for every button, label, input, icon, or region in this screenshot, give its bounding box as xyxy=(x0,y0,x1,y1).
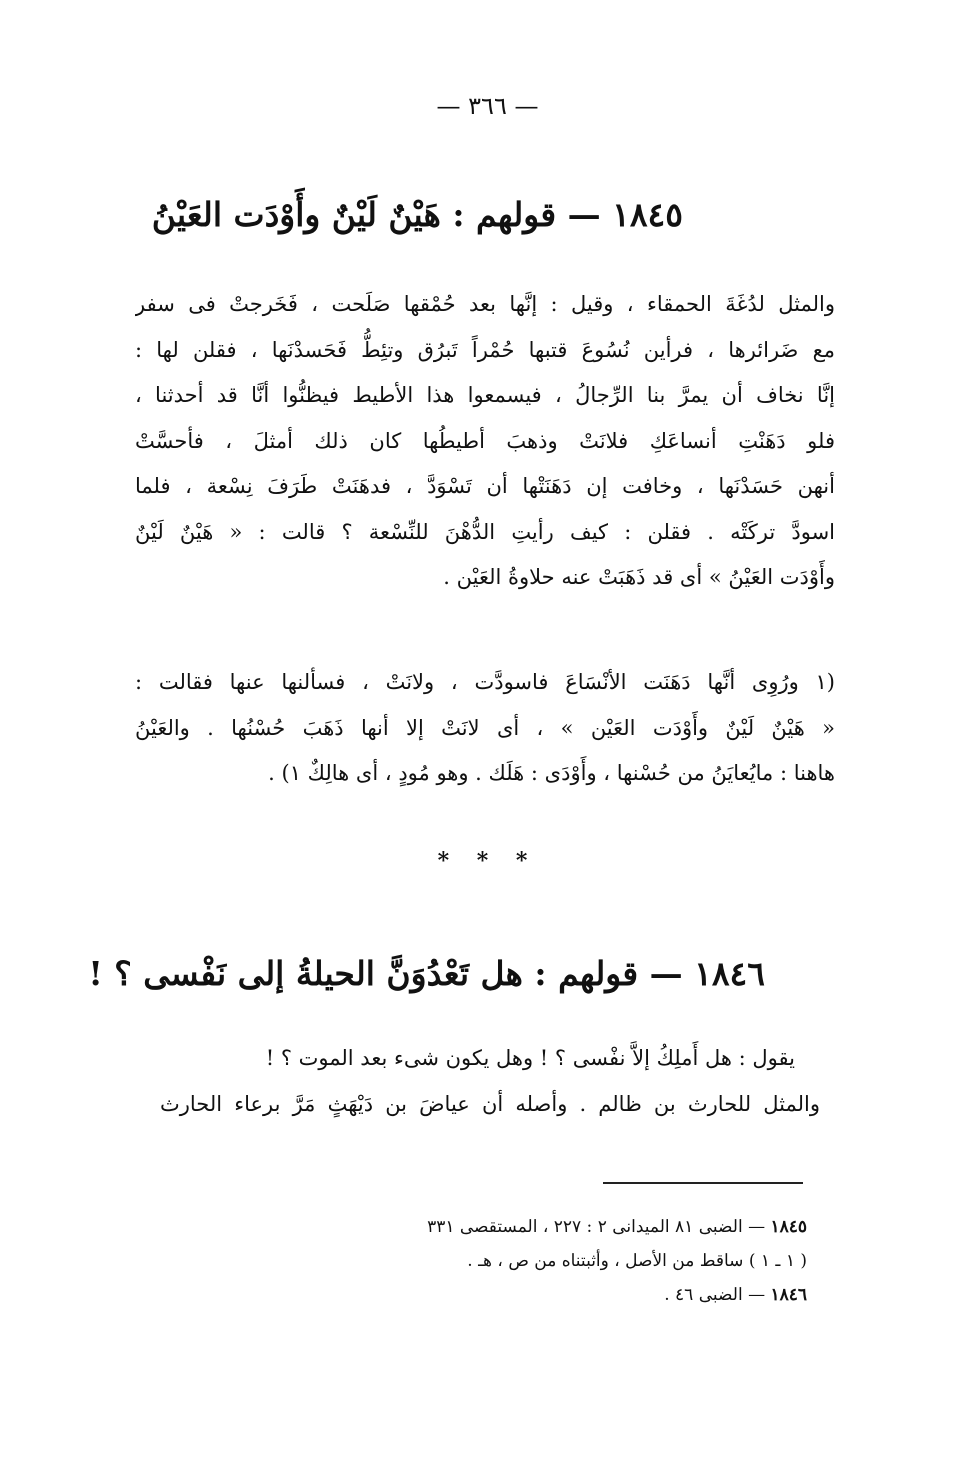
text-line: فلو دَهَنْتِ أنساعَكِ فلانَتْ وذهبَ أطيطُها كان ذلك أمثلَ ، فأحسَّتْ xyxy=(135,428,835,453)
section-1846-title: ١٨٤٦ — قولهم : هل تَعْدُوَنَّ الحيلةُ إلى نَفْسى ؟ ! xyxy=(88,954,765,993)
text-line: والمثل لدُغَةَ الحمقاء ، وقيل : إنَّها بعد حُمْقها صَلَحت ، فَخَرجتْ فى سفر xyxy=(135,292,835,316)
variant-paragraph xyxy=(135,660,835,797)
footnote-number: ١٨٤٥ xyxy=(770,1217,807,1237)
text-line: مع ضَرائرها ، فرأين نُسُوعَ قتبها حُمْراً تَبرُق وتئِطُّ فَحَسدْنَها ، فقلن لها : xyxy=(135,337,835,362)
footnote-divider xyxy=(603,1182,803,1184)
section-1845-title: ١٨٤٥ — قولهم : هَيْنٌ لَيْنٌ وأَوْدَت العَيْنُ xyxy=(151,195,683,234)
text-line: « هَيْنٌ لَيْنٌ وأَوْدَت العَيْن » ، أى لانَتْ إلا أنها ذَهَبَ حُسْنُها . والعَيْنُ xyxy=(135,715,835,740)
footnote-text: — الضبى ٨١ الميدانى ٢ : ٢٢٧ ، المستقصى ٣٣١ xyxy=(427,1217,771,1237)
footnote xyxy=(127,1278,807,1312)
text-line: وأَوْدَت العَيْنُ » أى قد ذَهَبَتْ عنه حلاوةُ العَيْن . xyxy=(443,565,835,589)
text-line: اسودَّ تركَتْه . فقلن : كيف رأيتِ الدُّهْنَ للنِّسْعة ؟ قالت : « هَيْنٌ لَيْنٌ xyxy=(135,519,835,544)
text-line: هاهنا : مايُعايَنُ من حُسْنها ، وأَوْدَى : هَلَك . وهو مُودٍ ، أى هالِكٌ ١) . xyxy=(268,761,835,785)
section-1846-paragraph xyxy=(160,1036,820,1127)
text-line: والمثل للحارث بن ظالم . وأصله أن عياضَ بن دَيْهَثٍ مَرَّ برعاء الحارث xyxy=(160,1091,820,1116)
text-line: يقول : هل أَملِكُ إلاَّ نفْسى ؟ ! وهل يكون شىء بعد الموت ؟ ! xyxy=(265,1046,795,1070)
section-1845-paragraph xyxy=(135,282,835,601)
footnote-text: ( ١ ـ ١ ) ساقط من الأصل ، وأثبتناه من ص ، هـ . xyxy=(467,1251,807,1271)
footnote xyxy=(127,1210,807,1244)
footnote xyxy=(127,1244,807,1278)
footnote-number: ١٨٤٦ xyxy=(770,1285,807,1305)
page-number: — ٣٦٦ — xyxy=(436,92,539,120)
text-line: إنَّا نخاف أن يمرَّ بنا الرِّجالُ ، فيسمعوا هذا الأطيط فيظنُّوا أنَّا قد أحدثنا ، xyxy=(135,383,835,407)
text-line: أنهن حَسَدْنَها ، وخافت إن دَهَنَتْها أن تَسْوَدَّ ، فدهَنَتْ طَرَفَ نِسْعة ، فلما xyxy=(135,474,835,498)
footnotes xyxy=(127,1210,807,1312)
footnote-text: — الضبى ٤٦ . xyxy=(664,1285,771,1305)
section-separator: * * * xyxy=(437,848,538,874)
text-line: (١ ورُوِى أنَّها دَهَنَت الأنْسَاعَ فاسودَّت ، ولانَتْ ، فسألنها عنها فقالت : xyxy=(135,670,835,694)
